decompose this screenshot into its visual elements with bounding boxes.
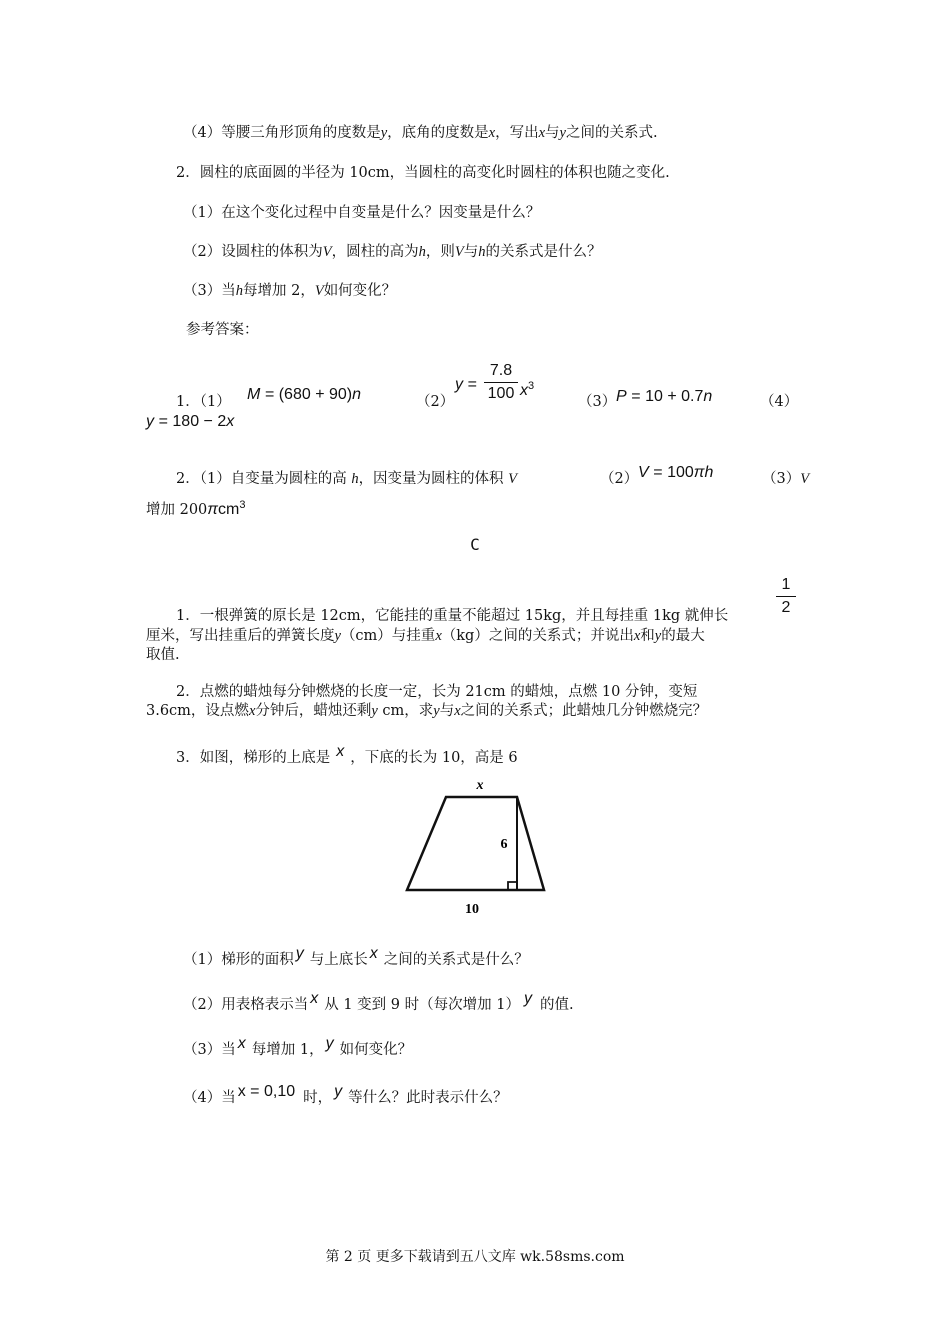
answer-1-2-label: （2） bbox=[416, 394, 455, 410]
question-c2-line2: 3.6cm，设点燃x分钟后，蜡烛还剩y cm，求y与x之间的关系式；此蜡烛几分钟燃烧完？ bbox=[146, 703, 708, 719]
question-c2-line1: 2．点燃的蜡烛每分钟燃烧的长度一定，长为 21cm 的蜡烛，点燃 10 分钟，变短 bbox=[176, 684, 698, 700]
question-c3-2: （2）用表格表示当 x 从 1 变到 9 时（每次增加 1） y 的值. bbox=[183, 990, 574, 1013]
answer-2-2-formula: V = 100πh bbox=[638, 464, 714, 481]
question-c1-line2: 厘米，写出挂重后的弹簧长度y（cm）与挂重x（kg）之间的关系式；并说出x和y的最大 bbox=[146, 628, 705, 644]
section-heading: C bbox=[470, 535, 480, 554]
answer-2-2-label: （2） bbox=[600, 471, 639, 487]
question-c3-4: （4）当 x = 0,10 时， y 等什么？此时表示什么？ bbox=[183, 1083, 508, 1106]
trapezoid-figure bbox=[400, 772, 550, 920]
question-b2-3: （3）当h每增加 2，V如何变化？ bbox=[183, 283, 397, 299]
question-c3-1: （1）梯形的面积 y 与上底长 x 之间的关系式是什么？ bbox=[183, 945, 529, 968]
height-label: 6 bbox=[500, 837, 508, 852]
trapezoid-outline bbox=[407, 797, 544, 890]
question-b2-1: （1）在这个变化过程中自变量是什么？因变量是什么？ bbox=[183, 205, 541, 221]
question-c1-line1: 1．一根弹簧的原长是 12cm，它能挂的重量不能超过 15kg，并且每挂重 1kg 就伸长 bbox=[176, 608, 729, 624]
question-c3: 3．如图，梯形的上底是 x ，下底的长为 10，高是 6 bbox=[176, 743, 518, 766]
question-c3-3: （3）当 x 每增加 1， y 如何变化？ bbox=[183, 1035, 413, 1058]
answer-1-1-formula: M = (680 + 90)n bbox=[247, 386, 362, 403]
answer-1-4-label: （4） bbox=[760, 394, 799, 410]
answer-1-4-formula: y = 180 − 2x bbox=[146, 413, 235, 430]
answer-2-line1: 2．（1）自变量为圆柱的高 h，因变量为圆柱的体积 V bbox=[176, 471, 518, 487]
answer-1-prefix: 1．（1） bbox=[176, 394, 231, 410]
question-c1-fraction: 1 2 bbox=[776, 576, 796, 617]
page-footer: 第 2 页 更多下载请到五八文库 wk.58sms.com bbox=[325, 1249, 625, 1265]
answer-2-3-text: 增加 200πcm$^3$ bbox=[146, 499, 246, 518]
answer-2-3-label: （3）V bbox=[762, 471, 810, 487]
top-base-label: x bbox=[476, 778, 484, 793]
question-b2: 2．圆柱的底面圆的半径为 10cm，当圆柱的高变化时圆柱的体积也随之变化. bbox=[176, 165, 670, 181]
bottom-base-label: 10 bbox=[465, 902, 479, 917]
answer-1-2-lhs: y = bbox=[455, 376, 477, 393]
question-b1-4: （4）等腰三角形顶角的度数是y，底角的度数是x，写出x与y之间的关系式. bbox=[183, 125, 658, 141]
answers-title: 参考答案： bbox=[186, 322, 259, 338]
question-c1-line3: 取值. bbox=[146, 647, 180, 663]
answer-1-2-var: $x^3$ bbox=[520, 380, 535, 399]
answer-1-3-formula: P = 10 + 0.7n bbox=[616, 388, 713, 405]
question-b2-2: （2）设圆柱的体积为V，圆柱的高为h，则V与h的关系式是什么？ bbox=[183, 244, 602, 260]
answer-1-2-fraction: 7.8 100 bbox=[484, 362, 518, 403]
answer-1-3-label: （3） bbox=[578, 394, 617, 410]
